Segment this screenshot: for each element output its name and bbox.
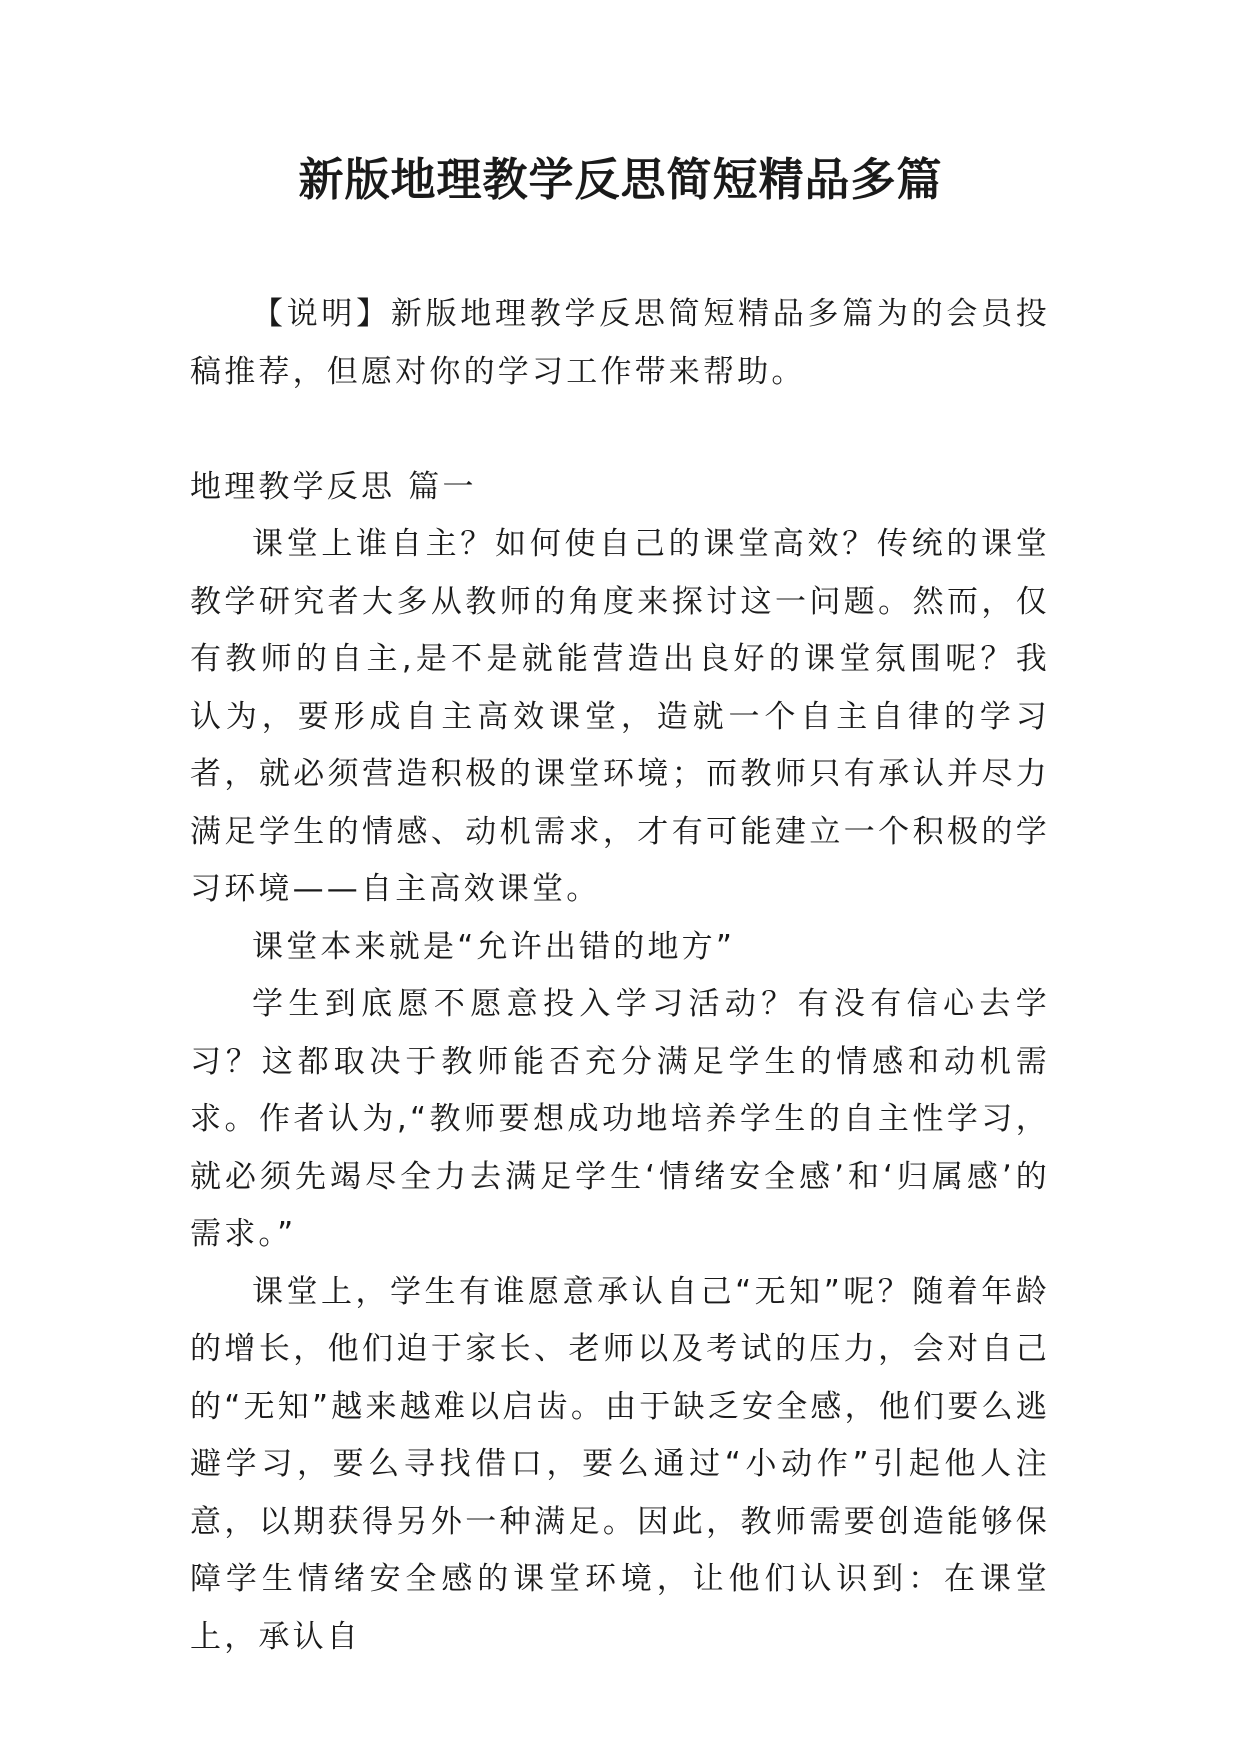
body-paragraph-4: 课堂上，学生有谁愿意承认自己“无知”呢？随着年龄的增长，他们迫于家长、老师以及考试的压力，会对自己的“无知”越来越难以启齿。由于缺乏安全感，他们要么逃避学习，要么寻找借口，要么通过“小动作”引起他人注意，以期获得另外一种满足。因此，教师需要创造能够保障学生情绪安全感的课堂环境，让他们认识到：在课堂上，承认自 — [190, 1273, 1050, 1655]
body-paragraph-2: 课堂本来就是“允许出错的地方” — [252, 928, 736, 965]
document-title: 新版地理教学反思简短精品多篇 — [298, 153, 943, 206]
body-paragraph-3: 学生到底愿不愿意投入学习活动？有没有信心去学习？这都取决于教师能否充分满足学生的情感和动机需求。作者认为,“教师要想成功地培养学生的自主性学习，就必须先竭尽全力去满足学生‘情绪安全感’和‘归属感’的需求。” — [190, 986, 1050, 1252]
paragraph-gap — [190, 401, 1050, 459]
document-body — [190, 286, 1050, 1666]
section-heading: 地理教学反思 篇一 — [190, 468, 477, 505]
body-paragraph-1: 课堂上谁自主？如何使自己的课堂高效？传统的课堂教学研究者大多从教师的角度来探讨这一问题。然而，仅有教师的自主,是不是就能营造出良好的课堂氛围呢？我认为，要形成自主高效课堂，造就一个自主自律的学习者，就必须营造积极的课堂环境；而教师只有承认并尽力满足学生的情感、动机需求，才有可能建立一个积极的学习环境——自主高效课堂。 — [190, 526, 1050, 907]
intro-paragraph: 【说明】新版地理教学反思简短精品多篇为的会员投稿推荐，但愿对你的学习工作带来帮助。 — [190, 296, 1050, 390]
